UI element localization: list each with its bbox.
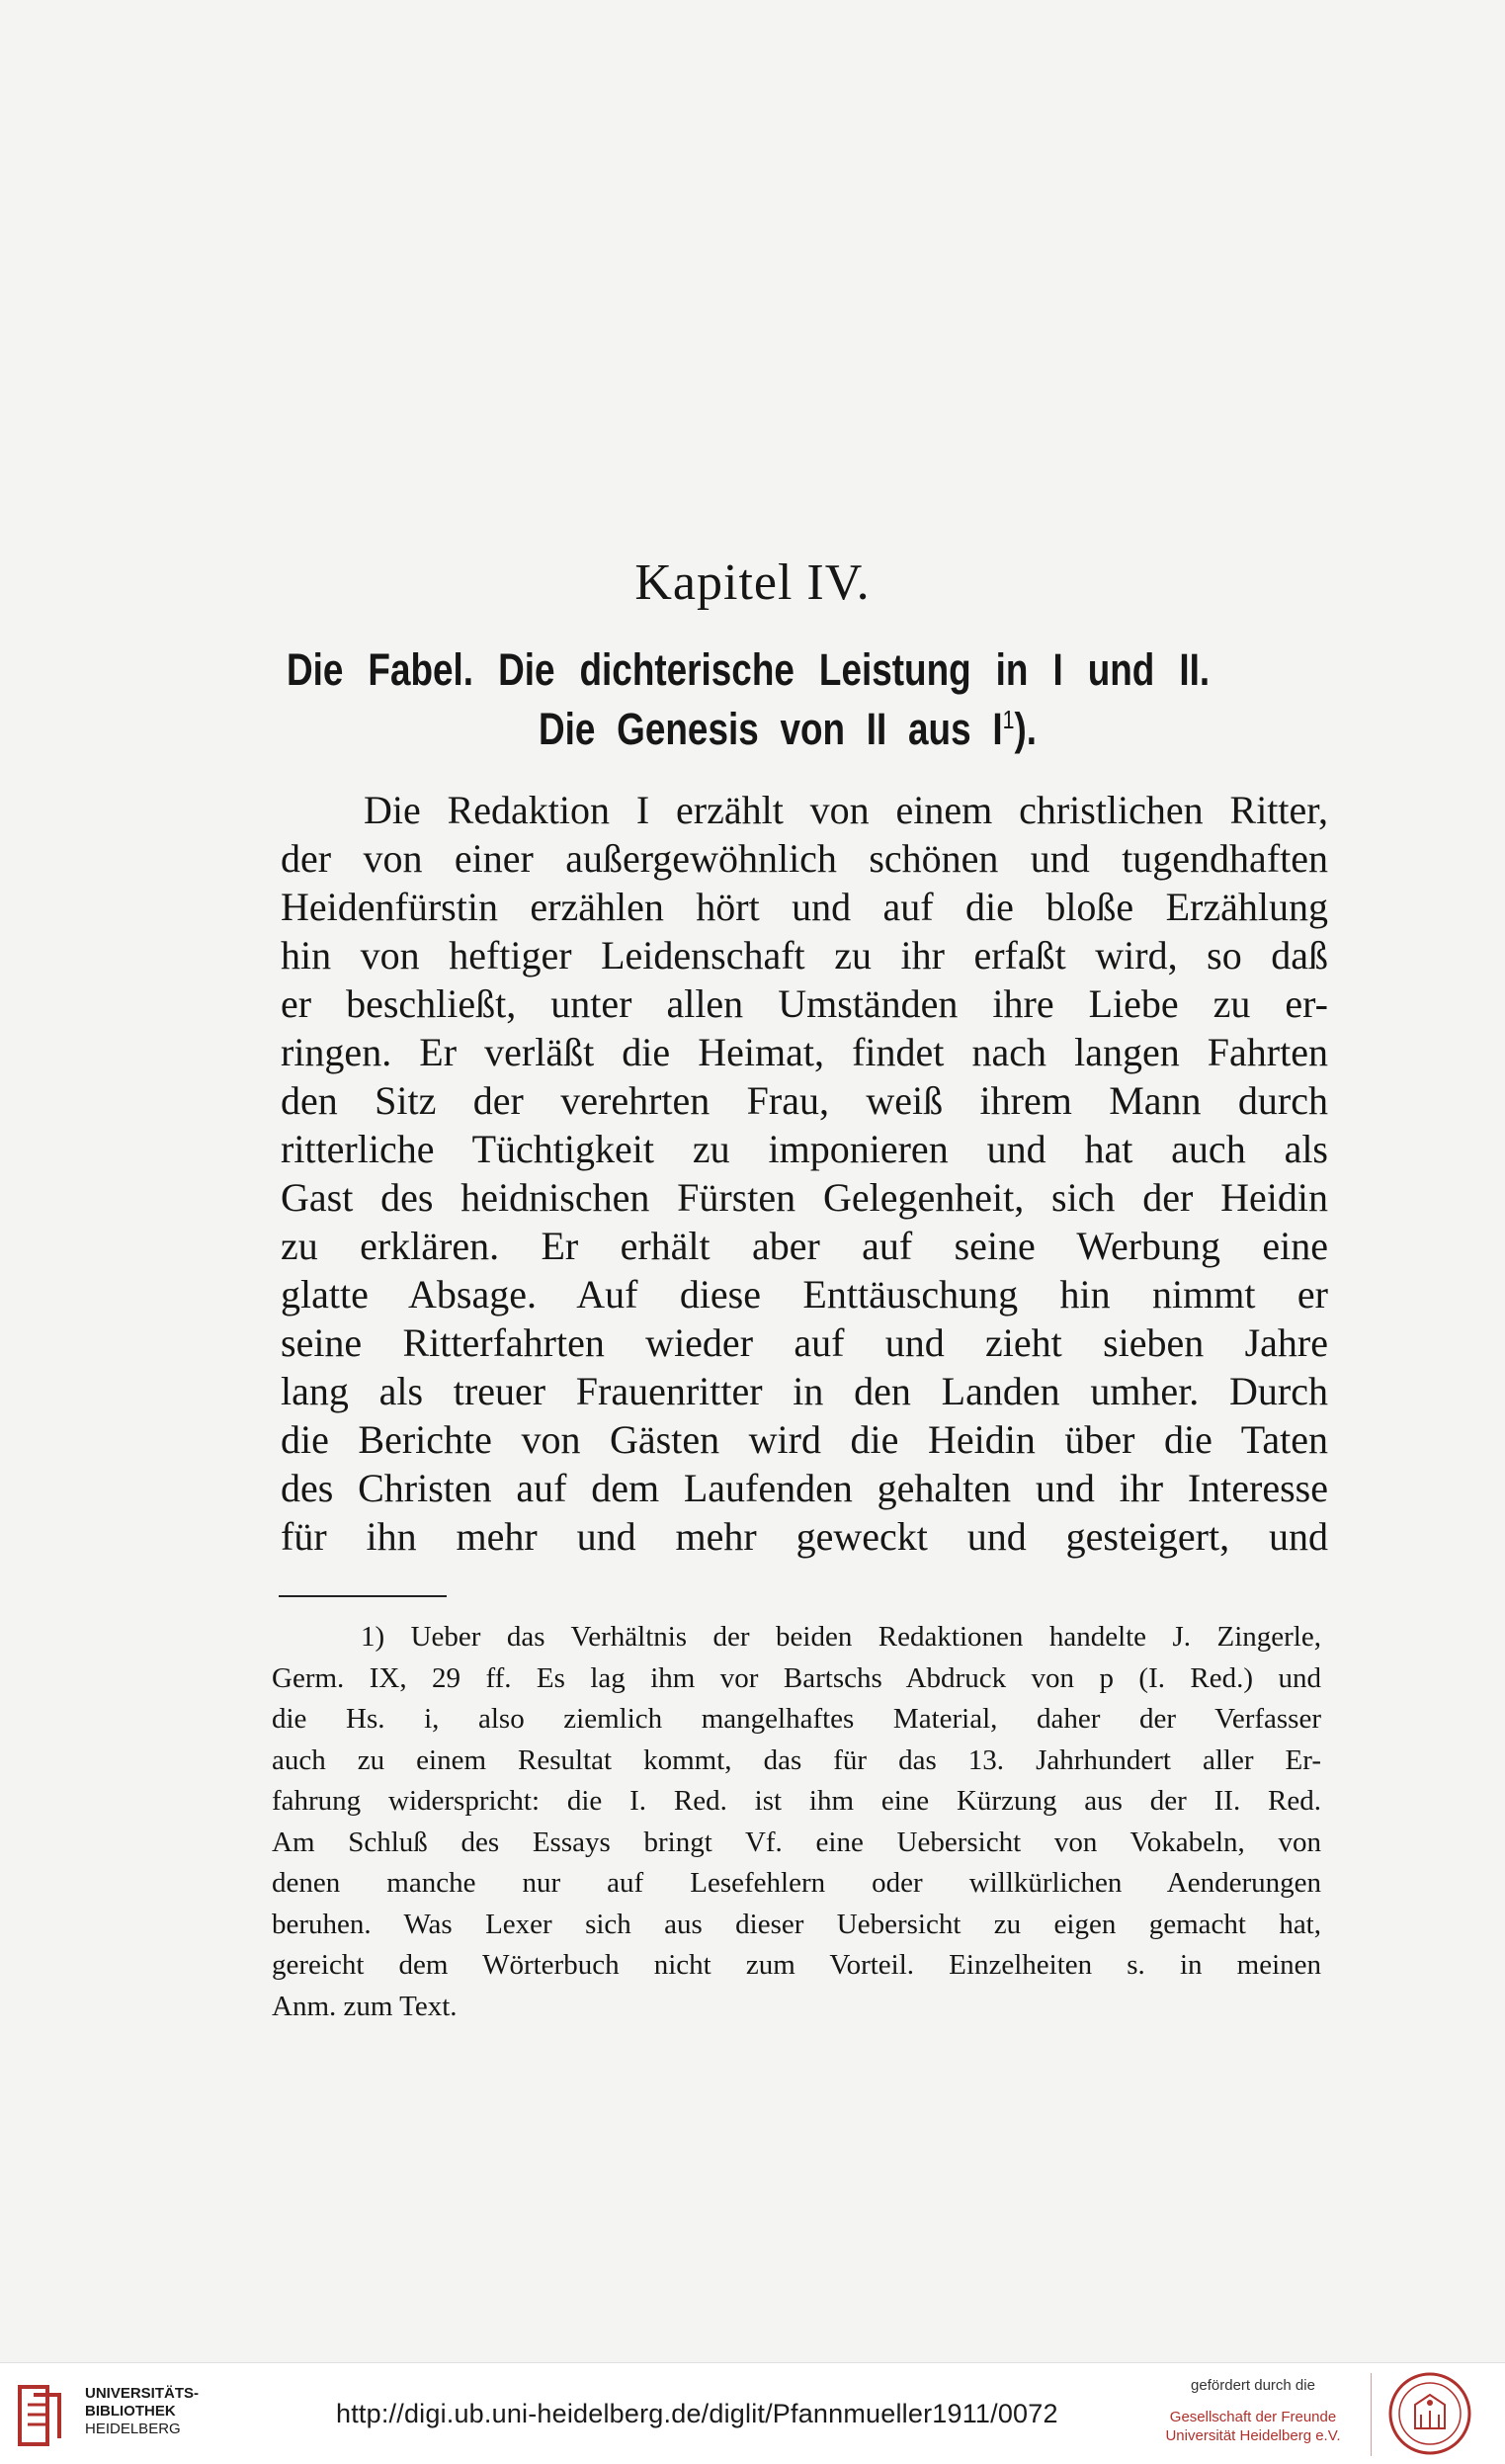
section-heading-line-1 — [287, 644, 1211, 696]
footnote-line: Am Schluß des Essays bringt Vf. eine Uebersicht von Vokabeln, von — [272, 1826, 1321, 1858]
sponsor-name-line-2: Universität Heidelberg e.V. — [1165, 2427, 1341, 2444]
footnote-divider — [279, 1595, 447, 1597]
body-line: Die Redaktion I erzählt von einem christlichen Ritter, — [364, 788, 1328, 832]
body-line: Heidenfürstin erzählen hört und auf die bloße Erzählung — [281, 885, 1328, 929]
heading-text-2-end: ). — [1014, 704, 1038, 754]
library-logo-icon[interactable] — [14, 2381, 73, 2452]
body-line: zu erklären. Er erhält aber auf seine Werbung eine — [281, 1224, 1328, 1268]
chapter-title: Kapitel IV. — [634, 554, 871, 611]
sponsor-block[interactable] — [1144, 2377, 1362, 2445]
footer-bar — [0, 2362, 1505, 2464]
body-line: der von einer außergewöhnlich schönen und tugendhaften — [281, 836, 1328, 881]
footnote-line: auch zu einem Resultat kommt, das für das 13. Jahrhundert aller Er- — [272, 1743, 1321, 1776]
body-line: hin von heftiger Leidenschaft zu ihr erfaßt wird, so daß — [281, 933, 1328, 977]
heading-text-2: Die Genesis von II aus I — [539, 704, 1003, 754]
footnote-line: denen manche nur auf Lesefehlern oder willkürlichen Aenderungen — [272, 1867, 1321, 1899]
body-line: er beschließt, unter allen Umständen ihre Liebe zu er- — [281, 981, 1328, 1026]
library-name-line-2: BIBLIOTHEK — [85, 2403, 176, 2420]
library-name-line-1: UNIVERSITÄTS- — [85, 2385, 200, 2402]
body-line: ringen. Er verläßt die Heimat, findet nach langen Fahrten — [281, 1030, 1328, 1074]
body-line: ritterliche Tüchtigkeit zu imponieren und hat auch als — [281, 1127, 1328, 1171]
body-line: die Berichte von Gästen wird die Heidin über die Taten — [281, 1417, 1328, 1462]
sponsor-divider — [1371, 2373, 1372, 2456]
university-seal-icon — [1387, 2371, 1472, 2456]
body-line: Gast des heidnischen Fürsten Gelegenheit, sich der Heidin — [281, 1175, 1328, 1220]
footnote-reference[interactable]: 1 — [1002, 705, 1015, 734]
body-line: seine Ritterfahrten wieder auf und zieht sieben Jahre — [281, 1320, 1328, 1365]
permalink-url[interactable]: http://digi.ub.uni-heidelberg.de/diglit/Pfannmueller1911/0072 — [336, 2399, 1058, 2428]
footnote-line: gereicht dem Wörterbuch nicht zum Vorteil. Einzelheiten s. in meinen — [272, 1949, 1321, 1981]
footnote-block — [272, 1617, 1321, 2027]
footnote-line: Anm. zum Text. — [272, 1990, 458, 2022]
footnote-line: die Hs. i, also ziemlich mangelhaftes Material, daher der Verfasser — [272, 1703, 1321, 1735]
sponsor-name-line-1: Gesellschaft der Freunde — [1169, 2409, 1337, 2425]
body-line: für ihn mehr und mehr geweckt und gesteigert, und — [281, 1514, 1328, 1559]
library-name[interactable] — [85, 2385, 199, 2438]
heading-text-1: Die Fabel. Die dichterische Leistung in I und II. — [287, 644, 1211, 695]
library-name-line-3: HEIDELBERG — [85, 2421, 181, 2437]
section-heading-line-2 — [539, 704, 1397, 755]
body-line: den Sitz der verehrten Frau, weiß ihrem Mann durch — [281, 1078, 1328, 1123]
footnote-line: Germ. IX, 29 ff. Es lag ihm vor Bartschs Abdruck von p (I. Red.) und — [272, 1661, 1321, 1694]
body-line: lang als treuer Frauenritter in den Landen umher. Durch — [281, 1369, 1328, 1413]
body-line: glatte Absage. Auf diese Enttäuschung hin nimmt er — [281, 1272, 1328, 1317]
body-paragraph — [281, 786, 1328, 1561]
footnote-line: fahrung widerspricht: die I. Red. ist ihm eine Kürzung aus der II. Red. — [272, 1785, 1321, 1817]
body-line: des Christen auf dem Laufenden gehalten und ihr Interesse — [281, 1466, 1328, 1510]
sponsor-prefix: gefördert durch die — [1191, 2377, 1315, 2394]
footnote-line: 1) Ueber das Verhältnis der beiden Redaktionen handelte J. Zingerle, — [361, 1621, 1321, 1653]
footnote-line: beruhen. Was Lexer sich aus dieser Uebersicht zu eigen gemacht hat, — [272, 1908, 1321, 1940]
